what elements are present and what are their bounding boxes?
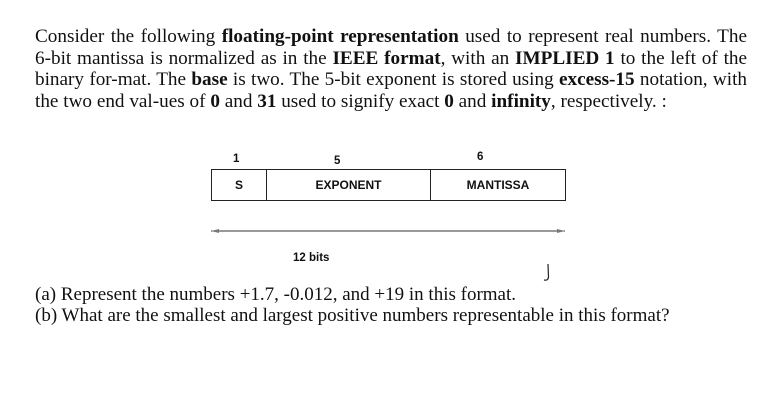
width-arrow xyxy=(205,225,571,237)
exponent-field: EXPONENT xyxy=(267,170,431,200)
sign-field: S xyxy=(212,170,267,200)
bit-layout-diagram xyxy=(211,169,566,201)
question-a: (a) Represent the numbers +1.7, -0.012, and +19 in this format. xyxy=(35,284,517,305)
mantissa-bit-count: 6 xyxy=(477,151,484,163)
mantissa-field: MANTISSA xyxy=(466,178,530,192)
question-b: (b) What are the smallest and largest positive numbers representable in this format? xyxy=(35,305,670,326)
sign-bit-count: 1 xyxy=(233,153,240,165)
handwritten-mark xyxy=(540,262,554,284)
exponent-bit-count: 5 xyxy=(334,155,341,167)
total-bits-label: 12 bits xyxy=(293,252,330,264)
problem-statement: Consider the following floating-point representation used to represent real numbers. The 6-bit mantissa is normalized as in the IEEE format, with an IMPLIED 1 to the left of the binary for-mat. The base is two. The 5-bit exponent is stored using excess-15 notation, with the two end val-ues of 0 and 31 used to signify exact 0 and infinity, respectively. : xyxy=(35,26,748,112)
